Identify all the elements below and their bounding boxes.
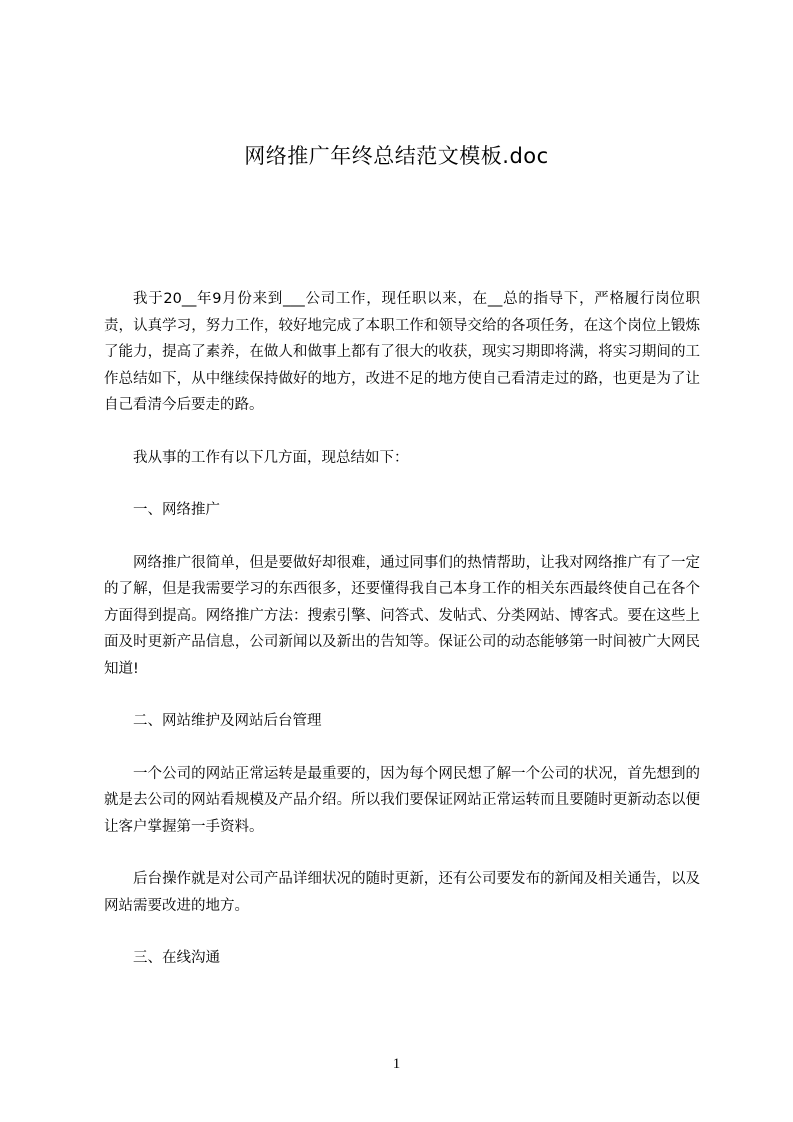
- paragraph-website-operation: 一个公司的网站正常运转是最重要的，因为每个网民想了解一个公司的状况，首先想到的就是去公司的网站看规模及产品介绍。所以我们要保证网站正常运转而且要随时更新动态以便让客户掌握第一手资料。: [104, 765, 700, 835]
- paragraph-summary-lead: 我从事的工作有以下几方面，现总结如下：: [133, 449, 409, 466]
- section-heading-network-promotion: 一、网络推广: [133, 502, 220, 518]
- paragraph-backend-operation: 后台操作就是对公司产品详细状况的随时更新，还有公司要发布的新闻及相关通告，以及网站需要改进的地方。: [104, 871, 700, 914]
- section-heading-website-maintenance: 二、网站维护及网站后台管理: [133, 713, 322, 729]
- document-body: [104, 286, 700, 998]
- document-title: 网络推广年终总结范文模板.doc: [244, 144, 549, 168]
- paragraph-intro: 我于20__年9月份来到___公司工作，现任职以来，在__总的指导下，严格履行岗位职责，认真学习，努力工作，较好地完成了本职工作和领导交给的各项任务，在这个岗位上锻炼了能力，提高了素养，在做人和做事上都有了很大的收获，现实习期即将满，将实习期间的工作总结如下，从中继续保持做好的地方，改进不足的地方使自己看清走过的路，也更是为了让自己看清今后要走的路。: [104, 291, 700, 413]
- paragraph-network-promotion: 网络推广很简单，但是要做好却很难，通过同事们的热情帮助，让我对网络推广有了一定的了解，但是我需要学习的东西很多，还要懂得我自己本身工作的相关东西最终使自己在各个方面得到提高。网络推广方法：搜索引擎、问答式、发帖式、分类网站、博客式。要在这些上面及时更新产品信息，公司新闻以及新出的告知等。保证公司的动态能够第一时间被广大网民知道!: [104, 554, 700, 677]
- section-heading-online-communication: 三、在线沟通: [133, 950, 220, 966]
- page-number: 1: [392, 1056, 401, 1072]
